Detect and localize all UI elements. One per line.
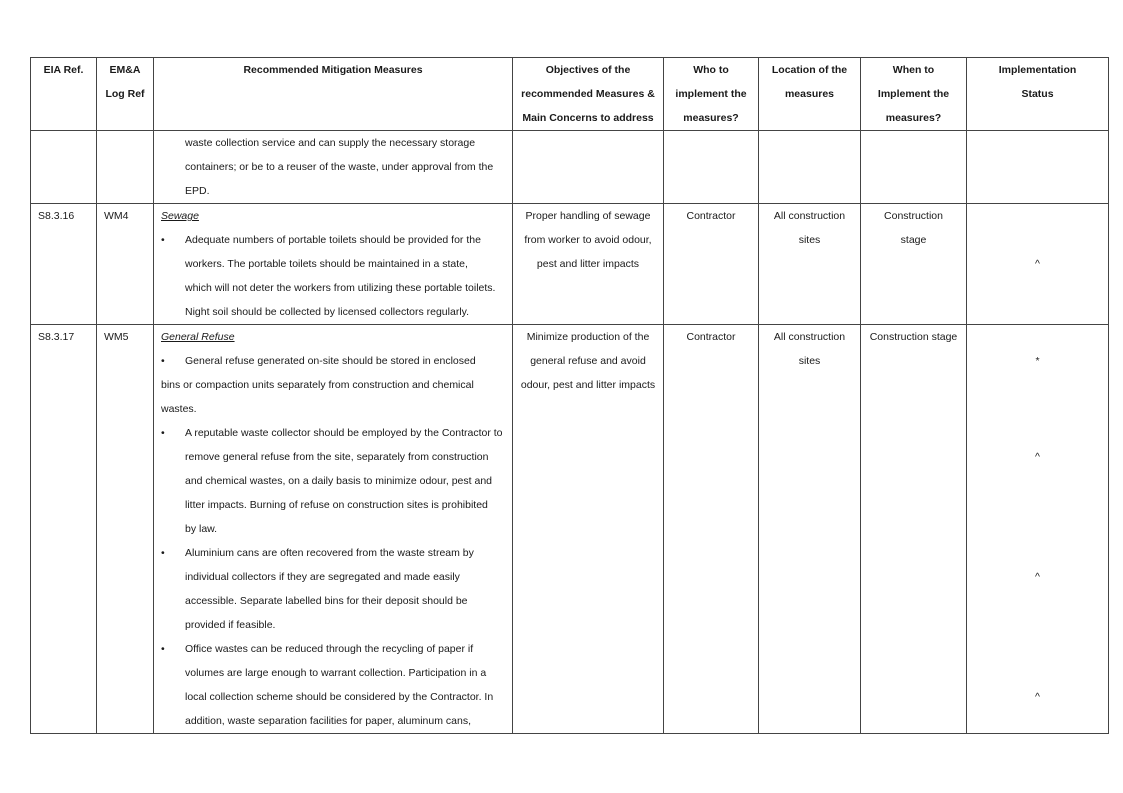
header-ema-log-ref: EM&A Log Ref bbox=[97, 58, 154, 131]
table-row bbox=[31, 204, 1109, 325]
status-mark: ^ bbox=[1035, 691, 1040, 703]
when-cell: Construction stage bbox=[861, 204, 967, 325]
mitigation-measures-table bbox=[30, 57, 1109, 734]
table-row bbox=[31, 325, 1109, 734]
location-cell: All construction sites bbox=[759, 325, 861, 734]
header-mitigation-measures: Recommended Mitigation Measures bbox=[154, 58, 513, 131]
status-cell bbox=[967, 204, 1109, 325]
measures-cell: waste collection service and can supply the necessary storage containers; or be to a reuser of the waste, under approval from the EPD. bbox=[154, 131, 513, 204]
bullet-icon: • bbox=[161, 547, 165, 559]
who-cell: Contractor bbox=[664, 325, 759, 734]
measures-cell: Sewage • Adequate numbers of portable toilets should be provided for the workers. The portable toilets should be maintained in a state, which will not deter the workers from utilizing these portable toilets. Night soil should be collected by licensed collectors regularly. bbox=[154, 204, 513, 325]
status-mark: ^ bbox=[1035, 258, 1040, 270]
bullet-icon: • bbox=[161, 234, 165, 246]
log-ref-cell: WM5 bbox=[97, 325, 154, 734]
objectives-cell: Proper handling of sewage from worker to avoid odour, pest and litter impacts bbox=[513, 204, 664, 325]
status-cell bbox=[967, 325, 1109, 734]
when-cell: Construction stage bbox=[861, 325, 967, 734]
section-title: General Refuse bbox=[161, 331, 235, 343]
log-ref-cell: WM4 bbox=[97, 204, 154, 325]
measures-cell: General Refuse • General refuse generated on-site should be stored in enclosed bins or compaction units separately from construction and chemical wastes. • A reputable waste collector should be employed by the Contractor to remove general refuse from the site, separately from construction and chemical wastes, on a daily basis to minimize odour, pest and litter impacts. Burning of refuse on construction sites is prohibited by law. • Aluminium cans are often recovered from the waste stream by individual collectors if they are segregated and made easily accessible. Separate labelled bins for their deposit should be provided if feasible. • Office wastes can be reduced through the recycling of paper if volumes are large enough to warrant collection. Participation in a local collection scheme should be considered by the Contractor. In addition, waste separation facilities for paper, aluminum cans, bbox=[154, 325, 513, 734]
bullet-icon: • bbox=[161, 643, 165, 655]
header-location: Location of the measures bbox=[759, 58, 861, 131]
status-mark: ^ bbox=[1035, 571, 1040, 583]
eia-ref-cell: S8.3.16 bbox=[31, 204, 97, 325]
bullet-icon: • bbox=[161, 355, 165, 367]
status-mark: ^ bbox=[1035, 451, 1040, 463]
header-status: Implementation Status bbox=[967, 58, 1109, 131]
bullet-icon: • bbox=[161, 427, 165, 439]
who-cell: Contractor bbox=[664, 204, 759, 325]
location-cell: All construction sites bbox=[759, 204, 861, 325]
section-title: Sewage bbox=[161, 210, 199, 222]
header-who: Who to implement the measures? bbox=[664, 58, 759, 131]
objectives-cell: Minimize production of the general refuse and avoid odour, pest and litter impacts bbox=[513, 325, 664, 734]
header-row bbox=[31, 58, 1109, 131]
eia-ref-cell: S8.3.17 bbox=[31, 325, 97, 734]
status-mark: * bbox=[1035, 355, 1040, 367]
header-eia-ref: EIA Ref. bbox=[31, 58, 97, 131]
table-row bbox=[31, 131, 1109, 204]
header-objectives: Objectives of the recommended Measures & Main Concerns to address bbox=[513, 58, 664, 131]
header-when: When to Implement the measures? bbox=[861, 58, 967, 131]
